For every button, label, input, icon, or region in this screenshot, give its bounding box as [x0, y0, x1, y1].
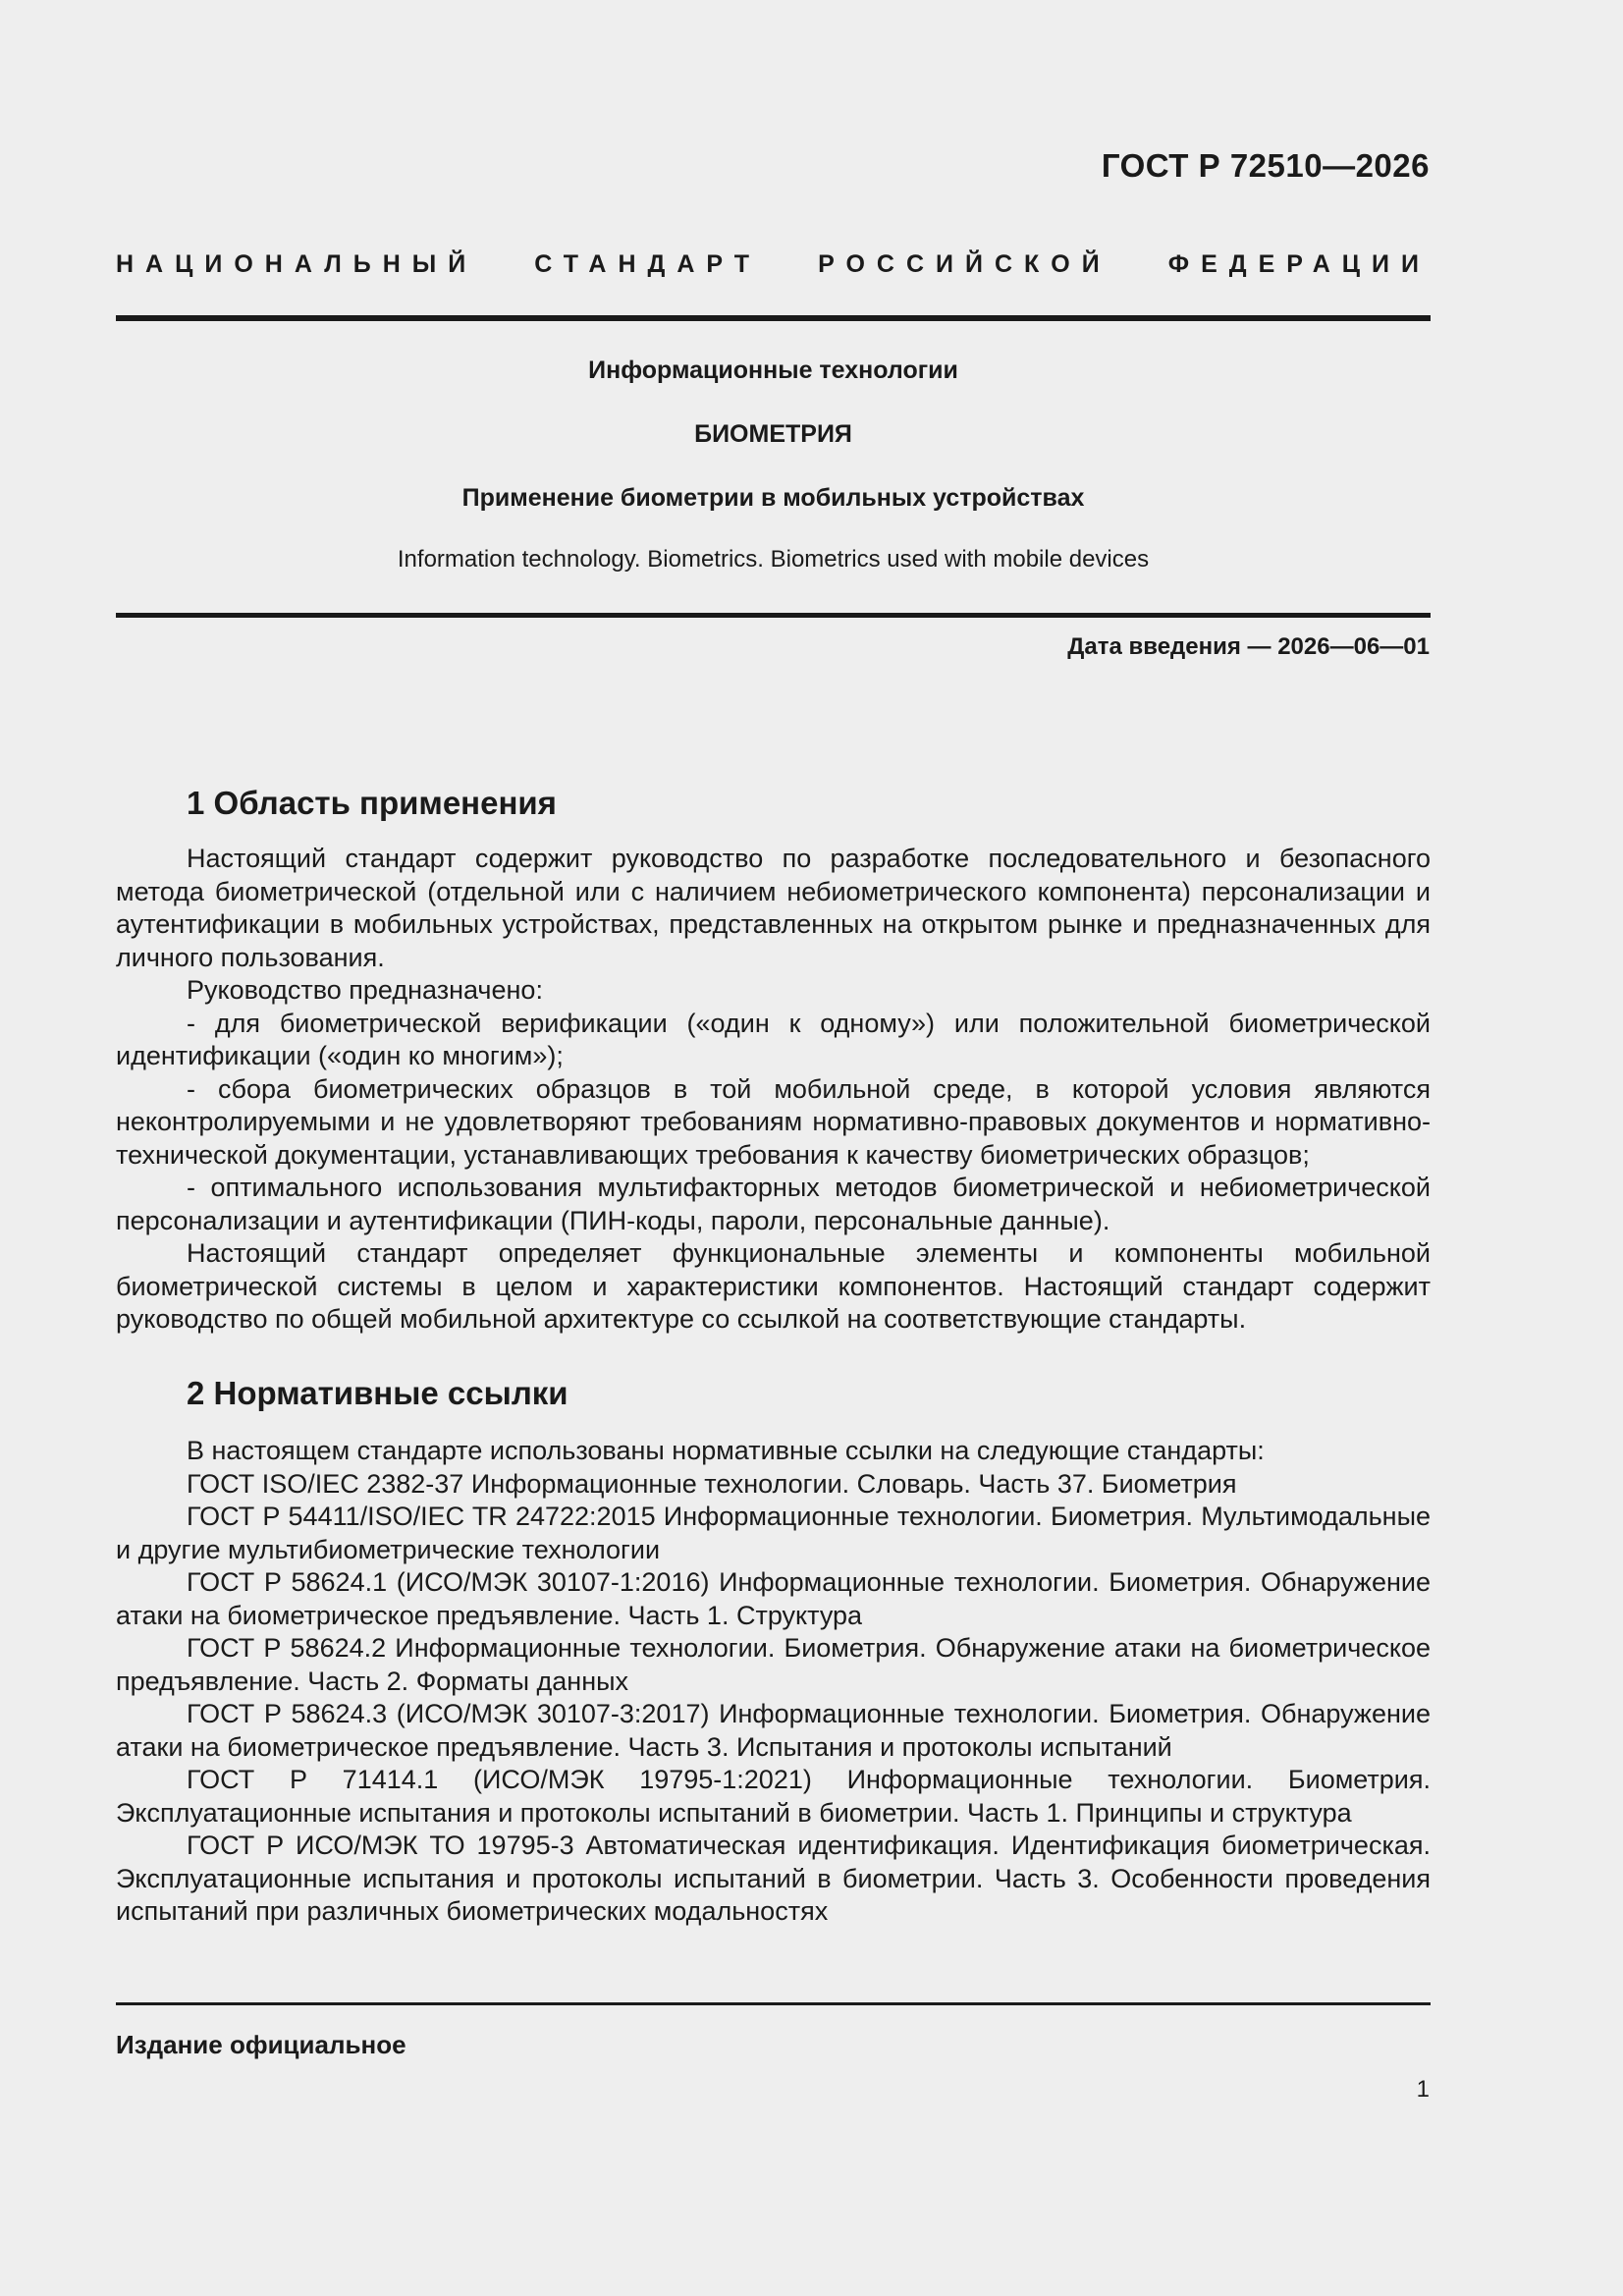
list-item: - оптимального использования мультифакторных методов биометрической и небиометрической персонализации и аутентификации (ПИН-коды, пароли, персональные данные). [116, 1173, 1431, 1235]
reference-item: ГОСТ Р 58624.3 (ИСО/МЭК 30107-3:2017) Информационные технологии. Биометрия. Обнаружение атаки на биометрическое предъявление. Часть 3. Испытания и протоколы испытаний [116, 1699, 1431, 1762]
section-1-heading: 1 Область применения [187, 785, 557, 821]
paragraph: Настоящий стандарт содержит руководство по разработке последовательного и безопасного метода биометрической (отдельной или с наличием небиометрического компонента) персонализации и аутентификации в мобильных устройствах, представленных на открытом рынке и предназначенных для личного пользования. [116, 844, 1431, 972]
official-edition-label: Издание официальное [116, 2030, 406, 2059]
reference-item: ГОСТ Р 71414.1 (ИСО/МЭК 19795-1:2021) Информационные технологии. Биометрия. Эксплуатационные испытания и протоколы испытаний в биометрии. Часть 1. Принципы и структура [116, 1765, 1431, 1828]
reference-item: ГОСТ Р ИСО/МЭК ТО 19795-3 Автоматическая идентификация. Идентификация биометрическая. Эксплуатационные испытания и протоколы испытаний в биометрии. Часть 3. Особенности проведения испытаний при различных биометрических модальностях [116, 1831, 1431, 1926]
list-item: - сбора биометрических образцов в той мобильной среде, в которой условия являются неконтролируемыми и не удовлетворяют требованиям нормативно-правовых документов и нормативно-технической документации, устанавливающих требования к качеству биометрических образцов; [116, 1073, 1431, 1170]
list-item: - для биометрической верификации («один к одному») или положительной биометрической идентификации («один ко многим»); [116, 1008, 1431, 1070]
paragraph: В настоящем стандарте использованы нормативные ссылки на следующие стандарты: [187, 1436, 1265, 1465]
title-line-2: БИОМЕТРИЯ [694, 420, 852, 448]
paragraph: Руководство предназначено: [187, 975, 543, 1005]
title-line-3: Применение биометрии в мобильных устройствах [461, 484, 1085, 512]
section-1-body [116, 843, 1431, 1337]
footer-divider [116, 2002, 1431, 2005]
top-divider [116, 315, 1431, 321]
title-line-1: Информационные технологии [588, 356, 958, 384]
page-number: 1 [1416, 2076, 1430, 2103]
reference-item: ГОСТ ISO/IEC 2382-37 Информационные технологии. Словарь. Часть 37. Биометрия [187, 1468, 1237, 1499]
section-2-body [116, 1435, 1431, 1929]
section-2-heading: 2 Нормативные ссылки [187, 1375, 568, 1411]
reference-item: ГОСТ Р 58624.1 (ИСО/МЭК 30107-1:2016) Информационные технологии. Биометрия. Обнаружение атаки на биометрическое предъявление. Часть 1. Структура [116, 1567, 1431, 1630]
paragraph: Настоящий стандарт определяет функциональные элементы и компоненты мобильной биометрической системы в целом и характеристики компонентов. Настоящий стандарт содержит руководство по общей мобильной архитектуре со ссылкой на соответствующие стандарты. [116, 1238, 1431, 1334]
english-title: Information technology. Biometrics. Biometrics used with mobile devices [397, 546, 1150, 573]
reference-item: ГОСТ Р 54411/ISO/IEC TR 24722:2015 Информационные технологии. Биометрия. Мультимодальные и другие мультибиометрические технологии [116, 1502, 1431, 1564]
introduction-date: Дата введения — 2026—06—01 [1067, 633, 1430, 660]
document-number: ГОСТ Р 72510—2026 [1101, 147, 1430, 184]
title-divider [116, 613, 1431, 618]
national-standard-banner: НАЦИОНАЛЬНЫЙ СТАНДАРТ РОССИЙСКОЙ ФЕДЕРАЦИИ [116, 250, 1431, 278]
reference-item: ГОСТ Р 58624.2 Информационные технологии. Биометрия. Обнаружение атаки на биометрическое предъявление. Часть 2. Форматы данных [116, 1633, 1431, 1696]
